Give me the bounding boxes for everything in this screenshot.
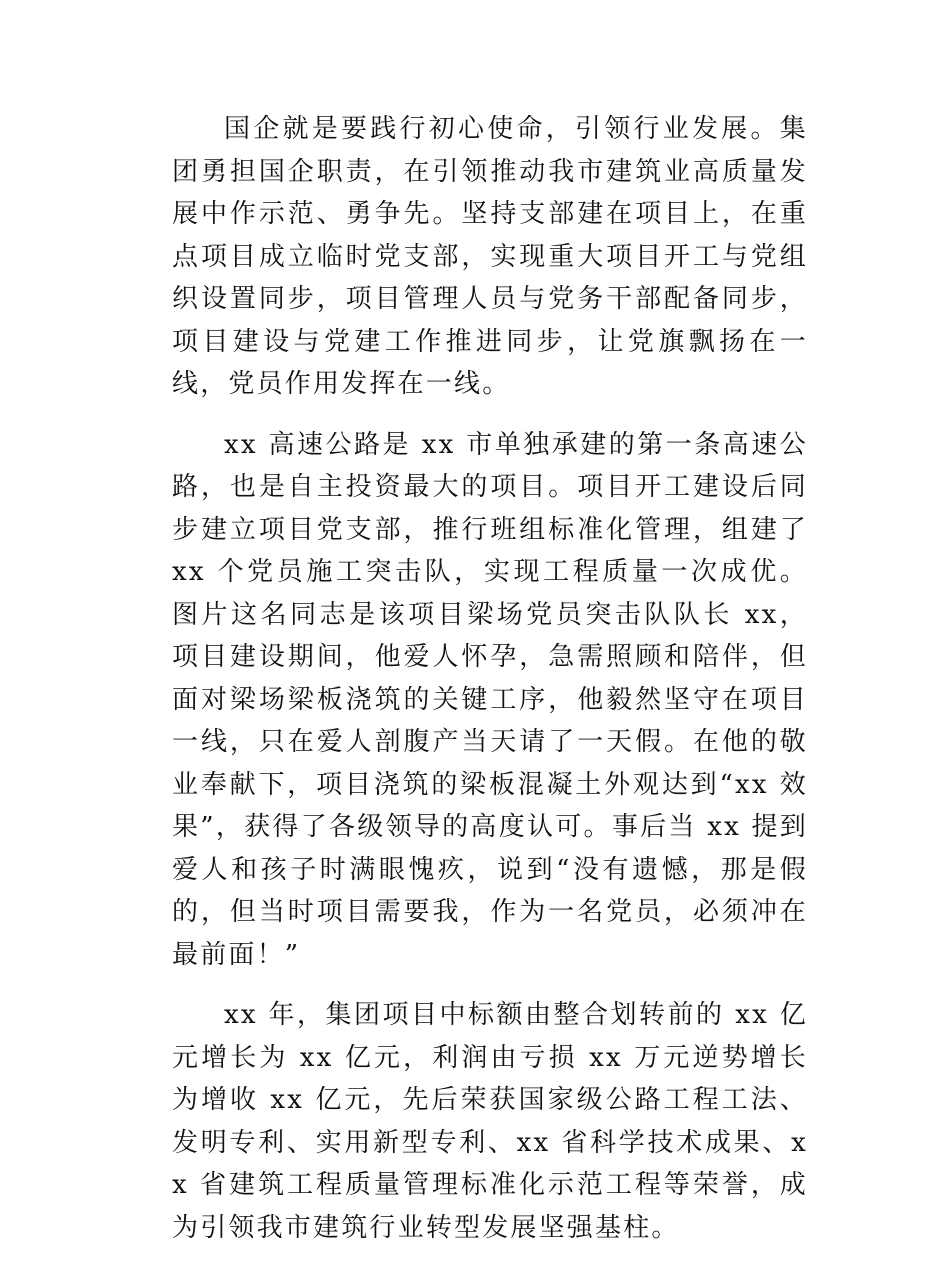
paragraph-1: 国企就是要践行初心使命，引领行业发展。集团勇担国企职责，在引领推动我市建筑业高质量发展中作示范、勇争先。坚持支部建在项目上，在重点项目成立临时党支部，实现重大项目开工与党组织设置同步，项目管理人员与党务干部配备同步，项目建设与党建工作推进同步，让党旗飘扬在一线，党员作用发挥在一线。 bbox=[172, 114, 808, 399]
paragraph-2: xx 高速公路是 xx 市单独承建的第一条高速公路，也是自主投资最大的项目。项目开工建设后同步建立项目党支部，推行班组标准化管理，组建了 xx 个党员施工突击队，实现工程质量一次成优。图片这名同志是该项目梁场党员突击队队长 xx，项目建设期间，他爱人怀孕，急需照顾和陪伴，但面对梁场梁板浇筑的关键工序，他毅然坚守在项目一线，只在爱人剖腹产当天请了一天假。在他的敬业奉献下，项目浇筑的梁板混凝土外观达到“xx 效果”，获得了各级领导的高度认可。事后当 xx 提到爱人和孩子时满眼愧疚，说到“没有遗憾，那是假的，但当时项目需要我，作为一名党员，必须冲在最前面！” bbox=[172, 429, 808, 970]
document-body bbox=[172, 108, 808, 1267]
paragraph-3: xx 年，集团项目中标额由整合划转前的 xx 亿元增长为 xx 亿元，利润由亏损 xx 万元逆势增长为增收 xx 亿元，先后荣获国家级公路工程工法、发明专利、实用新型专利、xx 省科学技术成果、xx 省建筑工程质量管理标准化示范工程等荣誉，成为引领我市建筑行业转型发展坚强基柱。 bbox=[172, 1000, 808, 1243]
